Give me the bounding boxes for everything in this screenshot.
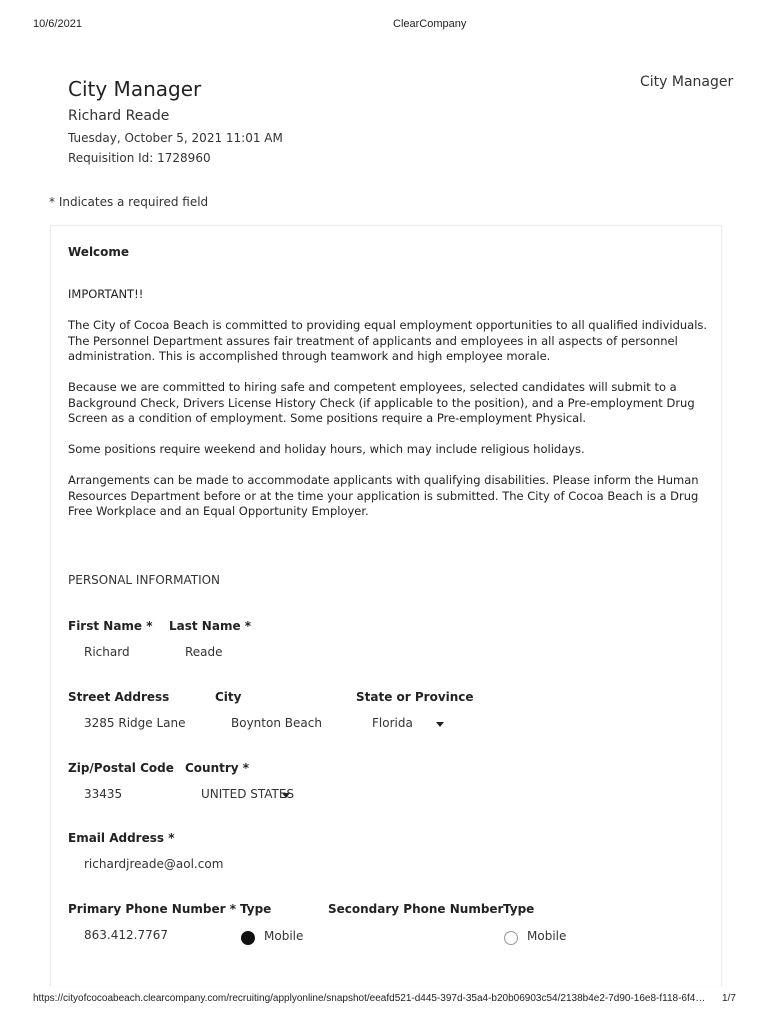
first-name-label: First Name * xyxy=(68,619,153,633)
city-label: City xyxy=(215,690,242,704)
street-address-label: Street Address xyxy=(68,690,170,704)
print-page-number: 1/7 xyxy=(722,993,736,1004)
state-dropdown-caret-icon xyxy=(436,722,444,727)
first-name-value: Richard xyxy=(84,645,130,659)
state-value: Florida xyxy=(372,716,413,730)
city-value: Boynton Beach xyxy=(231,716,322,730)
secondary-phone-type-label: Type xyxy=(503,902,535,916)
primary-phone-value: 863.412.7767 xyxy=(84,928,168,942)
last-name-label: Last Name * xyxy=(169,619,252,633)
print-site-title: ClearCompany xyxy=(393,18,467,30)
welcome-paragraph-3: Some positions require weekend and holiday hours, which may include religious holidays. xyxy=(68,442,585,456)
primary-phone-type-label: Type xyxy=(240,902,272,916)
primary-type-value: Mobile xyxy=(264,929,304,943)
print-footer-url: https://cityofcocoabeach.clearcompany.com/recruiting/applyonline/snapshot/eeafd521-d445-397d-35a4-b20b06903c54/2138b4e2-7d90-16e8-f118-6f4… xyxy=(33,993,706,1004)
country-dropdown-caret-icon xyxy=(282,793,290,798)
important-notice: IMPORTANT!! xyxy=(68,287,144,301)
requisition-id: Requisition Id: 1728960 xyxy=(68,151,211,165)
print-date: 10/6/2021 xyxy=(33,18,82,30)
street-address-value: 3285 Ridge Lane xyxy=(84,716,186,730)
zip-code-value: 33435 xyxy=(84,787,123,801)
secondary-type-mobile-radio xyxy=(504,931,518,945)
welcome-heading: Welcome xyxy=(68,245,130,259)
email-value: richardjreade@aol.com xyxy=(84,857,224,871)
state-label: State or Province xyxy=(356,690,474,704)
last-name-value: Reade xyxy=(185,645,223,659)
primary-phone-label: Primary Phone Number * xyxy=(68,902,236,916)
email-label: Email Address * xyxy=(68,831,175,845)
page-title: City Manager xyxy=(68,77,202,101)
job-title-right: City Manager xyxy=(640,74,734,90)
welcome-paragraph-2: Because we are committed to hiring safe and competent employees, selected candidates will submit to a Background Check, Drivers License History Check (if applicable to the position), and a Pre-employment Drug Screen as a condition of employment. Some positions require a Pre-employment Physical. xyxy=(68,380,695,425)
applicant-name: Richard Reade xyxy=(68,108,170,124)
required-field-note: * Indicates a required field xyxy=(49,195,209,209)
secondary-phone-label: Secondary Phone Number xyxy=(328,902,504,916)
country-value: UNITED STATES xyxy=(201,787,295,801)
secondary-type-value: Mobile xyxy=(527,929,567,943)
section-title-personal-information: PERSONAL INFORMATION xyxy=(68,573,221,587)
country-label: Country * xyxy=(185,761,250,775)
welcome-paragraph-1: The City of Cocoa Beach is committed to providing equal employment opportunities to all qualified individuals. The Personnel Department assures fair treatment of applicants and employees in all aspects of personnel administration. This is accomplished through teamwork and high employee morale. xyxy=(68,318,708,363)
submission-datetime: Tuesday, October 5, 2021 11:01 AM xyxy=(68,131,283,145)
primary-type-mobile-radio xyxy=(241,931,255,945)
welcome-paragraph-4: Arrangements can be made to accommodate applicants with qualifying disabilities. Please inform the Human Resources Department before or at the time your application is submitted. The City of Cocoa Beach is a Drug Free Workplace and an Equal Opportunity Employer. xyxy=(68,473,699,518)
zip-code-label: Zip/Postal Code xyxy=(68,761,174,775)
